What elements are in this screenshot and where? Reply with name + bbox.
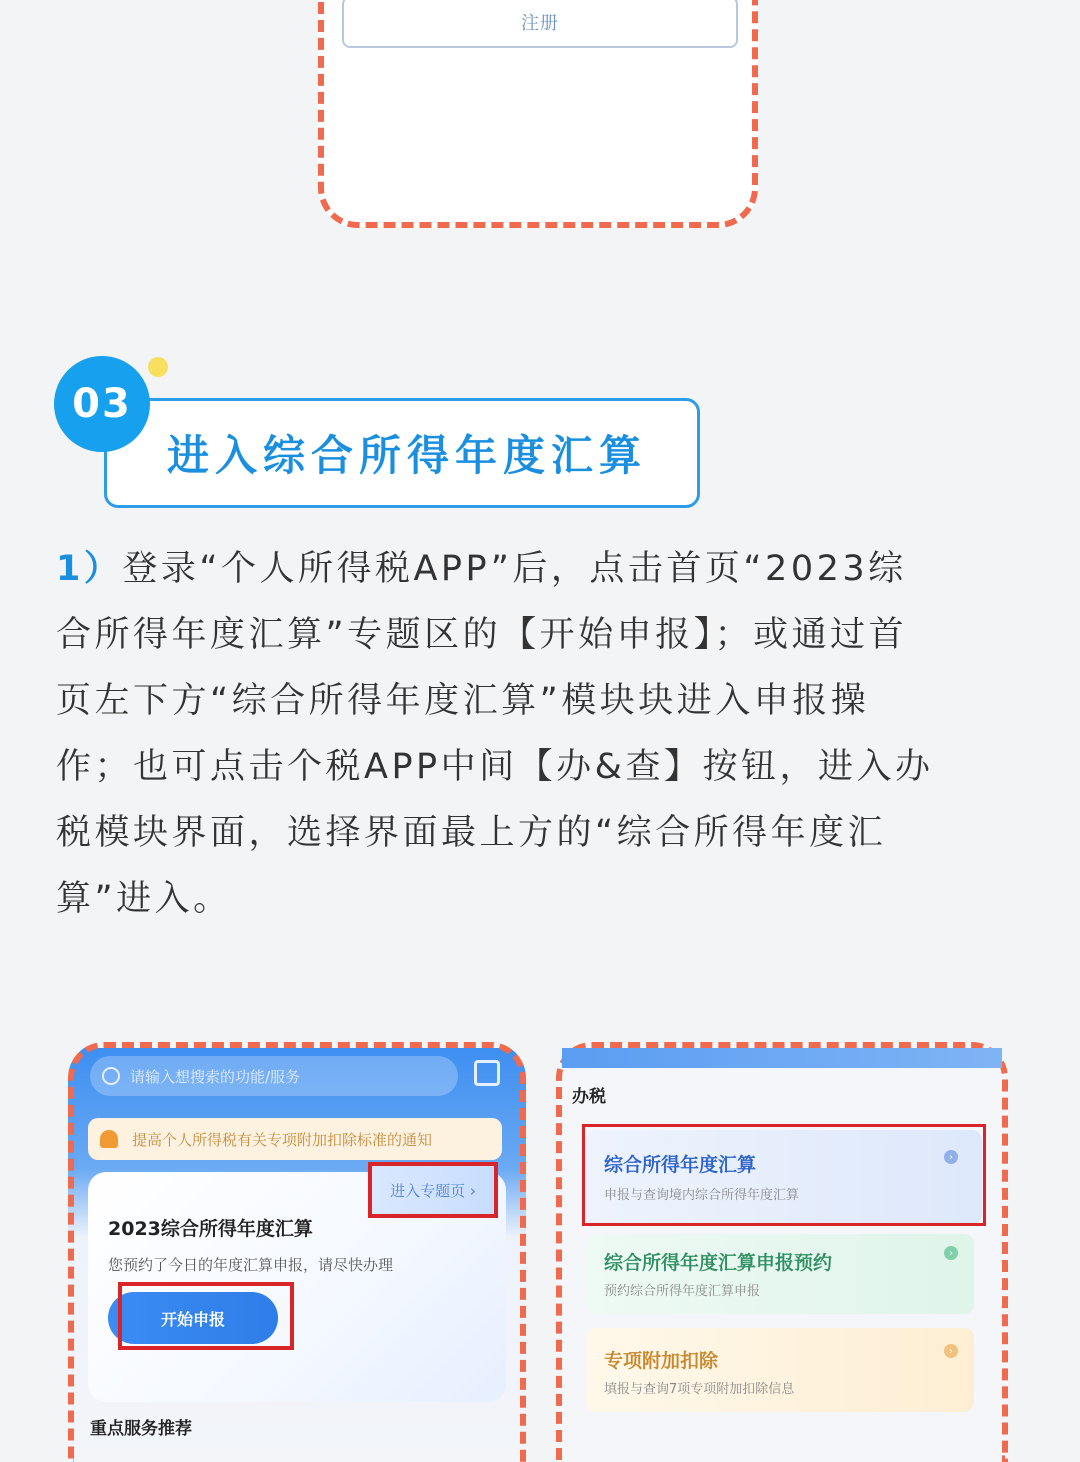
annual-card-title: 2023综合所得年度汇算	[108, 1218, 313, 1240]
scan-icon[interactable]	[474, 1060, 500, 1086]
bell-icon	[100, 1130, 118, 1148]
service-card-subtitle: 申报与查询境内综合所得年度汇算	[604, 1188, 800, 1203]
search-placeholder: 请输入想搜索的功能/服务	[130, 1067, 301, 1086]
service-card-deduction[interactable]	[586, 1328, 974, 1412]
recommend-section-title: 重点服务推荐	[90, 1419, 192, 1439]
paragraph-line-text: 登录“个人所得税APP”后，点击首页“2023综	[122, 549, 907, 589]
search-input[interactable]	[90, 1056, 458, 1096]
paragraph-line: 税模块界面，选择界面最上方的“综合所得年度汇	[56, 813, 887, 853]
service-card-title: 专项附加扣除	[604, 1350, 719, 1372]
register-button[interactable]: 注册	[342, 0, 738, 48]
annual-card-subtitle: 您预约了今日的年度汇算申报，请尽快办理	[108, 1256, 394, 1274]
paragraph-line: 算”进入。	[56, 879, 232, 919]
instruction-paragraph	[56, 536, 1036, 932]
decor-dot	[148, 357, 168, 377]
search-icon	[102, 1067, 120, 1085]
service-card-title: 综合所得年度汇算	[604, 1154, 757, 1176]
service-card-appointment[interactable]	[586, 1234, 974, 1314]
chevron-right-icon: ›	[944, 1344, 958, 1358]
paragraph-line: 作；也可点击个税APP中间【办&查】按钮，进入办	[56, 747, 934, 787]
chevron-right-icon: ›	[944, 1246, 958, 1260]
notice-text: 提高个人所得税有关专项附加扣除标准的通知	[132, 1130, 433, 1149]
paragraph-index: 1）	[56, 549, 123, 589]
service-card-subtitle: 预约综合所得年度汇算申报	[604, 1284, 761, 1299]
annual-card-highlight	[582, 1124, 986, 1226]
step-title: 进入综合所得年度汇算	[166, 431, 647, 480]
start-declare-button[interactable]: 开始申报	[108, 1292, 278, 1344]
paragraph-line	[56, 536, 1036, 602]
tax-section-title: 办税	[572, 1087, 606, 1107]
header-strip	[562, 1048, 1002, 1068]
service-card-subtitle: 填报与查询7项专项附加扣除信息	[604, 1382, 795, 1397]
start-button-highlight	[118, 1282, 294, 1350]
paragraph-line: 页左下方“综合所得年度汇算”模块块进入申报操	[56, 681, 870, 721]
enter-topic-link[interactable]: 进入专题页 ›	[368, 1162, 498, 1218]
service-card-title: 综合所得年度汇算申报预约	[604, 1252, 833, 1274]
step-number-badge: 03	[54, 356, 150, 452]
paragraph-line: 合所得年度汇算”专题区的【开始申报】；或通过首	[56, 615, 908, 655]
chevron-right-icon: ›	[944, 1150, 958, 1164]
notice-banner[interactable]	[88, 1118, 502, 1160]
